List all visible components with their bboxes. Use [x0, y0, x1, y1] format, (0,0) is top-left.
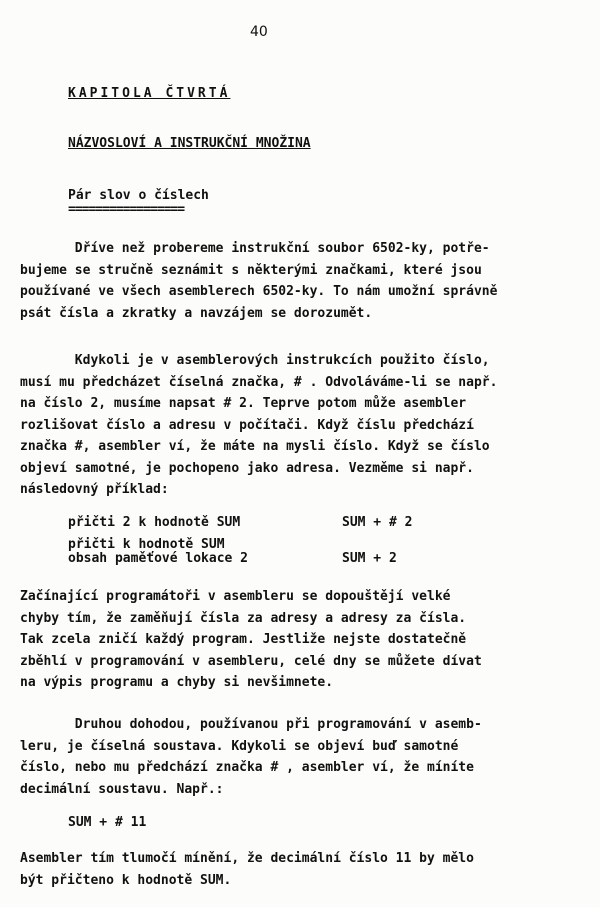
- example-row-1-code: SUM + # 2: [342, 515, 413, 530]
- section-heading: Pár slov o číslech: [68, 188, 209, 203]
- paragraph-number-system: Druhou dohodou, používanou při programování v asemb- leru, je číselná soustava. Kdykoli se objeví buď samotné číslo, nebo mu předchází značka # , asembler ví, že míníte decimální soustavu. Např.:: [20, 717, 482, 797]
- paragraph-conclusion: Asembler tím tlumočí mínění, že decimální číslo 11 by mělo být přičteno k hodnotě SUM.: [20, 851, 474, 888]
- chapter-title: KAPITOLA ČTVRTÁ: [68, 86, 231, 101]
- page-number: 40: [250, 24, 268, 40]
- paragraph-intro: Dříve než probereme instrukční soubor 6502-ky, potře- bujeme se stručně seznámit s některými značkami, které jsou používané ve všech asemblerech 6502-ky. To nám umožní správně psát čísla a zkratky a navzájem se dorozumět.: [20, 241, 498, 321]
- section-heading-underline: =================: [68, 202, 185, 217]
- example-row-3-code: SUM + 2: [342, 551, 397, 566]
- paragraph-number-sign: Kdykoli je v asemblerových instrukcích použito číslo, musí mu předcházet číselná značka, # . Odvoláváme-li se např. na číslo 2, musíme napsat # 2. Teprve potom může asembler rozlišovat číslo a adresu v počítači. Když číslu předchází značka #, asembler ví, že máte na mysli číslo. Když se číslo objeví samotné, je pochopeno jako adresa. Vezměme si např. následovný příklad:: [20, 353, 498, 497]
- paragraph-beginners: Začínající programátoři v asembleru se dopouštějí velké chyby tím, že zaměňují čísla za adresy a adresy za čísla. Tak zcela zničí každý program. Jestliže nejste dostatečně zběhlí v programování v asembleru, celé dny se můžete dívat na výpis programu a chyby si nevšimnete.: [20, 589, 482, 690]
- example-row-2-text: přičti k hodnotě SUM: [68, 537, 225, 552]
- code-example: SUM + # 11: [68, 815, 147, 830]
- example-row-3-text: obsah paměťové lokace 2: [68, 551, 249, 566]
- chapter-subtitle: NÁZVOSLOVÍ A INSTRUKČNÍ MNOŽINA: [68, 136, 311, 151]
- example-row-1-text: přičti 2 k hodnotě SUM: [68, 515, 241, 530]
